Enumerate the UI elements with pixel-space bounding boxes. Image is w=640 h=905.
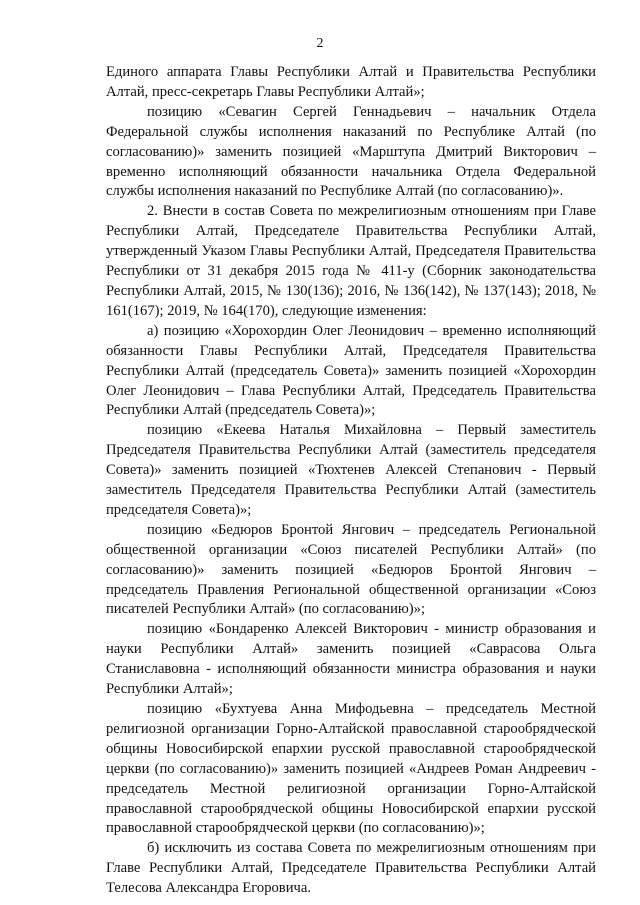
page-number: 2 xyxy=(316,36,324,51)
document-body xyxy=(106,63,596,899)
paragraph-continuation: Единого аппарата Главы Республики Алтай и Правительства Республики Алтай, пресс-секретарь Главы Республики Алтай»; xyxy=(106,64,596,100)
paragraph-position-bukhtueva: позицию «Бухтуева Анна Мифодьевна – председатель Местной религиозной организации Горно-Алтайской православной старообрядческой общины Новосибирской епархии русской православной старообрядческой церкви (по согласованию)» заменить позицией «Андреев Роман Андреевич - председатель Местной религиозной организации Горно-Алтайской православной старообрядческой общины Новосибирской епархии русской православной старообрядческой церкви (по согласованию)»; xyxy=(106,701,596,837)
paragraph-subitem-b: б) исключить из состава Совета по межрелигиозным отношениям при Главе Республики Алтай, Председателе Правительства Республики Алтай Телесова Александра Егоровича. xyxy=(106,840,596,897)
paragraph-item-2: 2. Внести в состав Совета по межрелигиозным отношениям при Главе Республики Алтай, Председателе Правительства Республики Алтай, утвержденный Указом Главы Республики Алтай, Председателя Правительства Республики от 31 декабря 2015 года № 411-у (Сборник законодательства Республики Алтай, 2015, № 130(136); 2016, № 136(142), № 137(143); 2018, № 161(167); 2019, № 164(170), следующие изменения: xyxy=(106,203,596,319)
paragraph-position-ekeeva: позицию «Екеева Наталья Михайловна – Первый заместитель Председателя Правительства Республики Алтай (заместитель председателя Совета)» заменить позицией «Тюхтенев Алексей Степанович - Первый заместитель Председателя Правительства Республики Алтай (заместитель председателя Совета)»; xyxy=(106,422,596,518)
paragraph-position-bondarenko: позицию «Бондаренко Алексей Викторович - министр образования и науки Республики Алтай» заменить позицией «Саврасова Ольга Станиславовна - исполняющий обязанности министра образования и науки Республики Алтай»; xyxy=(106,621,596,698)
paragraph-position-bedyurov: позицию «Бедюров Бронтой Янгович – председатель Региональной общественной организации «Союз писателей Республики Алтай» (по согласованию)» заменить позицией «Бедюров Бронтой Янгович – председатель Правления Региональной общественной организации «Союз писателей Республики Алтай» (по согласованию)»; xyxy=(106,521,596,618)
paragraph-subitem-a: а) позицию «Хорохордин Олег Леонидович – временно исполняющий обязанности Главы Республики Алтай, Председателя Правительства Республики Алтай (председатель Совета)» заменить позицией «Хорохордин Олег Леонидович – Глава Республики Алтай, Председатель Правительства Республики Алтай (председатель Совета)»; xyxy=(106,322,596,419)
paragraph-position-sevagin: позицию «Севагин Сергей Геннадьевич – начальник Отдела Федеральной службы исполнения наказаний по Республике Алтай (по согласованию)» заменить позицией «Марштупа Дмитрий Викторович – временно исполняющий обязанности начальника Отдела Федеральной службы исполнения наказаний по Республике Алтай (по согласованию)». xyxy=(106,103,596,200)
